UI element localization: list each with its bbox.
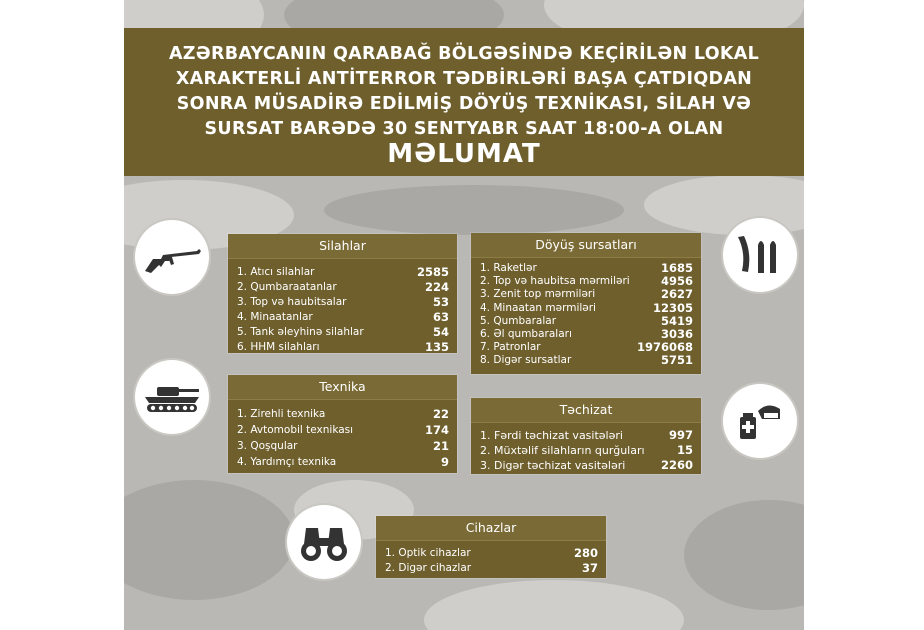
item-label: 1. Raketlər (480, 262, 537, 274)
item-label: 2. Qumbaraatanlar (237, 281, 337, 293)
banner-title-line: XARAKTERLİ ANTİTERROR TƏDBİRLƏRİ BAŞA ÇATDIQDAN (175, 69, 753, 89)
list-item (480, 315, 693, 328)
item-label: 1. Fərdi təchizat vasitələri (480, 429, 623, 442)
item-value: 2627 (660, 287, 693, 302)
list-item (237, 340, 449, 355)
camo-shape (684, 500, 804, 610)
item-value: 12305 (652, 300, 693, 315)
binoculars-icon (287, 505, 361, 579)
list-item (480, 302, 693, 315)
item-value: 21 (432, 439, 449, 453)
item-label: 3. Digər təchizat vasitələri (480, 459, 626, 472)
item-label: 3. Top və haubitsalar (237, 296, 347, 308)
item-label: 5. Tank əleyhinə silahlar (237, 326, 364, 338)
item-label: 6. HHM silahları (237, 341, 320, 353)
item-label: 2. Müxtəlif silahların qurğuları (480, 444, 645, 457)
item-label: 3. Zenit top mərmiləri (480, 288, 596, 301)
item-value: 997 (668, 428, 693, 442)
panel-title: Cihazlar (376, 516, 606, 541)
list-item (385, 561, 598, 576)
item-value: 15 (676, 443, 693, 457)
item-label: 4. Minaatan mərmiləri (480, 301, 596, 314)
item-label: 1. Atıcı silahlar (237, 266, 315, 278)
item-label: 2. Digər cihazlar (385, 562, 472, 574)
item-label: 7. Patronlar (480, 341, 541, 354)
item-label: 5. Qumbaralar (480, 314, 557, 327)
item-label: 8. Digər sursatlar (480, 354, 572, 367)
list-item (237, 310, 449, 325)
banner-heading: MƏLUMAT (387, 139, 541, 169)
camo-shape (124, 480, 294, 600)
item-value: 2260 (660, 458, 693, 472)
item-label: 6. Əl qumbaraları (480, 327, 572, 340)
item-value: 174 (424, 423, 449, 437)
item-value: 3036 (660, 326, 693, 341)
panel-cihazlar (376, 516, 606, 578)
item-value: 37 (581, 561, 598, 575)
list-item (237, 325, 449, 340)
item-value: 54 (432, 325, 449, 339)
panel-title: Təchizat (471, 398, 701, 423)
list-item (237, 406, 449, 422)
banner-title (144, 42, 784, 142)
list-item (480, 288, 693, 301)
item-value: 4956 (660, 274, 693, 289)
item-value: 224 (424, 280, 449, 294)
item-value: 1685 (660, 261, 693, 275)
list-item (237, 454, 449, 470)
panel-texnika (228, 375, 457, 473)
equipment-icon (723, 384, 797, 458)
list-item (237, 422, 449, 438)
list-item (237, 265, 449, 280)
ammunition-icon (723, 218, 797, 292)
item-value: 9 (440, 455, 449, 469)
list-item (480, 428, 693, 443)
tank-icon (135, 360, 209, 434)
item-label: 2. Avtomobil texnikası (237, 424, 354, 436)
item-value: 22 (432, 407, 449, 421)
item-label: 2. Top və haubitsa mərmiləri (480, 275, 630, 288)
item-value: 280 (573, 546, 598, 560)
item-value: 2585 (416, 265, 449, 279)
panel-techizat (471, 398, 701, 474)
panel-title: Döyüş sursatları (471, 233, 701, 258)
item-value: 5419 (660, 313, 693, 328)
item-label: 1. Optik cihazlar (385, 547, 471, 559)
item-value: 135 (424, 340, 449, 354)
item-value: 5751 (660, 353, 693, 368)
camo-shape (424, 580, 684, 630)
banner-title-line: SONRA MÜSADİRƏ EDİLMİŞ DÖYÜŞ TEXNİKASI, SİLAH VƏ (176, 94, 752, 114)
list-item (237, 438, 449, 454)
list-item (385, 546, 598, 561)
item-label: 3. Qoşqular (237, 440, 298, 452)
panel-sursatlar (471, 233, 701, 374)
list-item (480, 443, 693, 458)
infographic-canvas (124, 0, 804, 630)
item-value: 53 (432, 295, 449, 309)
panel-title: Texnika (228, 375, 457, 400)
list-item (237, 295, 449, 310)
item-label: 4. Minaatanlar (237, 311, 313, 323)
title-banner (124, 28, 804, 176)
list-item (480, 458, 693, 473)
camo-shape (324, 185, 624, 235)
banner-title-line: AZƏRBAYCANIN QARABAĞ BÖLGƏSİNDƏ KEÇİRİLƏN LOKAL (168, 44, 760, 64)
item-value: 63 (432, 310, 449, 324)
panel-title: Silahlar (228, 234, 457, 259)
item-value: 1976068 (636, 340, 693, 355)
list-item (237, 280, 449, 295)
banner-title-line: SURSAT BARƏDƏ 30 SENTYABR SAAT 18:00-A OLAN (204, 119, 724, 139)
item-label: 4. Yardımçı texnika (237, 456, 337, 468)
panel-silahlar (228, 234, 457, 353)
rifle-icon (135, 220, 209, 294)
item-label: 1. Zirehli texnika (237, 408, 326, 420)
list-item (480, 354, 693, 367)
